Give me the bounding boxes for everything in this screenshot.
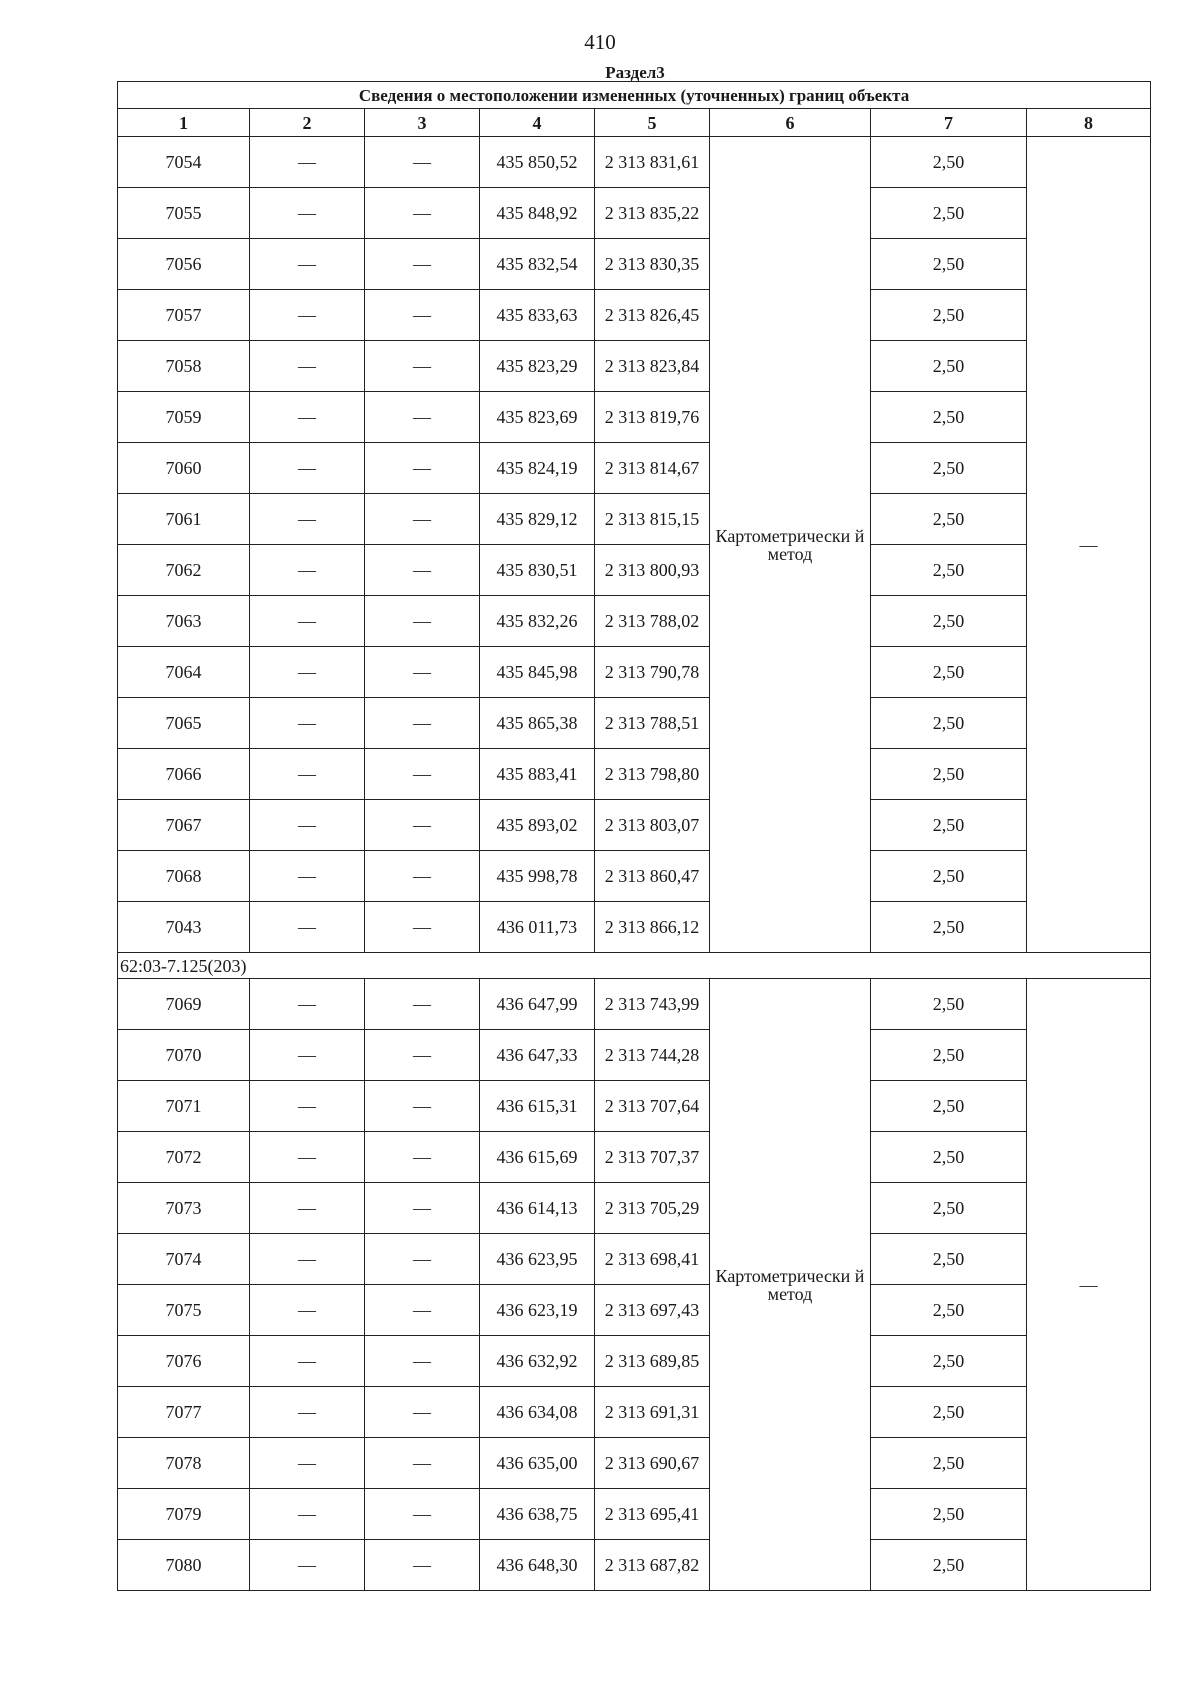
point-number: 7062 [118, 545, 250, 596]
x-coordinate: 436 623,95 [480, 1234, 595, 1285]
y-coordinate: 2 313 687,82 [595, 1540, 710, 1591]
section-title: Раздел3 [605, 63, 665, 82]
y-coordinate: 2 313 790,78 [595, 647, 710, 698]
y-coordinate: 2 313 689,85 [595, 1336, 710, 1387]
y-coordinate: 2 313 830,35 [595, 239, 710, 290]
point-number: 7079 [118, 1489, 250, 1540]
x-coordinate: 435 848,92 [480, 188, 595, 239]
point-number: 7066 [118, 749, 250, 800]
accuracy-value: 2,50 [871, 1387, 1027, 1438]
method-cell: Картометрически й метод [710, 137, 871, 953]
x-coordinate: 435 823,69 [480, 392, 595, 443]
caption-row [118, 82, 1151, 109]
column-2-value: — [250, 749, 365, 800]
y-coordinate: 2 313 707,37 [595, 1132, 710, 1183]
accuracy-value: 2,50 [871, 800, 1027, 851]
column-3-value: — [365, 800, 480, 851]
x-coordinate: 436 615,69 [480, 1132, 595, 1183]
table-row [118, 647, 1151, 698]
accuracy-value: 2,50 [871, 494, 1027, 545]
x-coordinate: 436 623,19 [480, 1285, 595, 1336]
y-coordinate: 2 313 690,67 [595, 1438, 710, 1489]
point-number: 7065 [118, 698, 250, 749]
table-row [118, 1234, 1151, 1285]
table-row [118, 749, 1151, 800]
point-number: 7074 [118, 1234, 250, 1285]
group-header-row [118, 953, 1151, 979]
table-row [118, 290, 1151, 341]
y-coordinate: 2 313 803,07 [595, 800, 710, 851]
column-2-value: — [250, 443, 365, 494]
column-3-value: — [365, 749, 480, 800]
column-3-value: — [365, 392, 480, 443]
method-cell: Картометрически й метод [710, 979, 871, 1591]
point-number: 7073 [118, 1183, 250, 1234]
table-row [118, 1540, 1151, 1591]
accuracy-value: 2,50 [871, 1489, 1027, 1540]
table-row [118, 698, 1151, 749]
column-header: 3 [365, 109, 480, 137]
table-row [118, 596, 1151, 647]
point-number: 7058 [118, 341, 250, 392]
x-coordinate: 435 830,51 [480, 545, 595, 596]
column-3-value: — [365, 902, 480, 953]
column-3-value: — [365, 494, 480, 545]
x-coordinate: 436 632,92 [480, 1336, 595, 1387]
accuracy-value: 2,50 [871, 1540, 1027, 1591]
column-2-value: — [250, 698, 365, 749]
y-coordinate: 2 313 695,41 [595, 1489, 710, 1540]
point-number: 7078 [118, 1438, 250, 1489]
column-2-value: — [250, 1183, 365, 1234]
table-body [118, 82, 1151, 1591]
column-3-value: — [365, 443, 480, 494]
column-3-value: — [365, 851, 480, 902]
point-number: 7060 [118, 443, 250, 494]
column-2-value: — [250, 1132, 365, 1183]
column-2-value: — [250, 188, 365, 239]
column-2-value: — [250, 494, 365, 545]
point-number: 7054 [118, 137, 250, 188]
y-coordinate: 2 313 819,76 [595, 392, 710, 443]
header-row [118, 109, 1151, 137]
column-header: 7 [871, 109, 1027, 137]
point-number: 7069 [118, 979, 250, 1030]
accuracy-value: 2,50 [871, 749, 1027, 800]
x-coordinate: 435 832,54 [480, 239, 595, 290]
accuracy-value: 2,50 [871, 1285, 1027, 1336]
y-coordinate: 2 313 866,12 [595, 902, 710, 953]
point-number: 7043 [118, 902, 250, 953]
column-2-value: — [250, 902, 365, 953]
table-row [118, 1132, 1151, 1183]
column-2-value: — [250, 239, 365, 290]
table-row [118, 979, 1151, 1030]
accuracy-value: 2,50 [871, 545, 1027, 596]
column-2-value: — [250, 1540, 365, 1591]
column-2-value: — [250, 1489, 365, 1540]
column-3-value: — [365, 137, 480, 188]
x-coordinate: 435 850,52 [480, 137, 595, 188]
x-coordinate: 436 614,13 [480, 1183, 595, 1234]
table-row [118, 545, 1151, 596]
x-coordinate: 436 648,30 [480, 1540, 595, 1591]
column-header: 8 [1027, 109, 1151, 137]
x-coordinate: 435 883,41 [480, 749, 595, 800]
accuracy-value: 2,50 [871, 137, 1027, 188]
accuracy-value: 2,50 [871, 698, 1027, 749]
x-coordinate: 435 832,26 [480, 596, 595, 647]
x-coordinate: 435 865,38 [480, 698, 595, 749]
table-row [118, 800, 1151, 851]
column-2-value: — [250, 1234, 365, 1285]
x-coordinate: 436 635,00 [480, 1438, 595, 1489]
point-number: 7071 [118, 1081, 250, 1132]
accuracy-value: 2,50 [871, 1183, 1027, 1234]
point-number: 7075 [118, 1285, 250, 1336]
x-coordinate: 435 998,78 [480, 851, 595, 902]
table-row [118, 239, 1151, 290]
column-2-value: — [250, 341, 365, 392]
boundary-table [117, 81, 1151, 1591]
column-2-value: — [250, 1438, 365, 1489]
column-2-value: — [250, 851, 365, 902]
accuracy-value: 2,50 [871, 1081, 1027, 1132]
point-number: 7067 [118, 800, 250, 851]
y-coordinate: 2 313 743,99 [595, 979, 710, 1030]
table-row [118, 137, 1151, 188]
table-row [118, 494, 1151, 545]
column-3-value: — [365, 1285, 480, 1336]
group-label: 62:03-7.125(203) [118, 953, 1151, 979]
x-coordinate: 436 615,31 [480, 1081, 595, 1132]
point-number: 7072 [118, 1132, 250, 1183]
point-number: 7068 [118, 851, 250, 902]
x-coordinate: 435 824,19 [480, 443, 595, 494]
accuracy-value: 2,50 [871, 392, 1027, 443]
y-coordinate: 2 313 800,93 [595, 545, 710, 596]
accuracy-value: 2,50 [871, 647, 1027, 698]
point-number: 7070 [118, 1030, 250, 1081]
column-header: 4 [480, 109, 595, 137]
column-2-value: — [250, 1387, 365, 1438]
accuracy-value: 2,50 [871, 1336, 1027, 1387]
column-3-value: — [365, 1132, 480, 1183]
column-2-value: — [250, 596, 365, 647]
y-coordinate: 2 313 698,41 [595, 1234, 710, 1285]
y-coordinate: 2 313 835,22 [595, 188, 710, 239]
x-coordinate: 436 647,99 [480, 979, 595, 1030]
column-header: 2 [250, 109, 365, 137]
column-3-value: — [365, 647, 480, 698]
point-number: 7077 [118, 1387, 250, 1438]
column-3-value: — [365, 1081, 480, 1132]
column-3-value: — [365, 1336, 480, 1387]
point-number: 7064 [118, 647, 250, 698]
column-2-value: — [250, 1081, 365, 1132]
column-3-value: — [365, 341, 480, 392]
column-3-value: — [365, 290, 480, 341]
y-coordinate: 2 313 705,29 [595, 1183, 710, 1234]
table-row [118, 1489, 1151, 1540]
table-caption: Сведения о местоположении измененных (уточненных) границ объекта [118, 82, 1151, 109]
x-coordinate: 436 638,75 [480, 1489, 595, 1540]
x-coordinate: 436 647,33 [480, 1030, 595, 1081]
column-3-value: — [365, 1438, 480, 1489]
y-coordinate: 2 313 826,45 [595, 290, 710, 341]
column-3-value: — [365, 545, 480, 596]
y-coordinate: 2 313 831,61 [595, 137, 710, 188]
table-row [118, 1336, 1151, 1387]
accuracy-value: 2,50 [871, 1030, 1027, 1081]
column-3-value: — [365, 1183, 480, 1234]
column-8-value: — [1027, 137, 1151, 953]
accuracy-value: 2,50 [871, 902, 1027, 953]
table-row [118, 1183, 1151, 1234]
accuracy-value: 2,50 [871, 341, 1027, 392]
column-3-value: — [365, 188, 480, 239]
accuracy-value: 2,50 [871, 979, 1027, 1030]
y-coordinate: 2 313 691,31 [595, 1387, 710, 1438]
column-2-value: — [250, 979, 365, 1030]
column-2-value: — [250, 1030, 365, 1081]
column-3-value: — [365, 1030, 480, 1081]
column-2-value: — [250, 1336, 365, 1387]
table-row [118, 851, 1151, 902]
column-8-value: — [1027, 979, 1151, 1591]
x-coordinate: 435 829,12 [480, 494, 595, 545]
x-coordinate: 435 833,63 [480, 290, 595, 341]
y-coordinate: 2 313 788,02 [595, 596, 710, 647]
accuracy-value: 2,50 [871, 1438, 1027, 1489]
column-2-value: — [250, 137, 365, 188]
column-2-value: — [250, 392, 365, 443]
y-coordinate: 2 313 744,28 [595, 1030, 710, 1081]
table-row [118, 1030, 1151, 1081]
accuracy-value: 2,50 [871, 1132, 1027, 1183]
y-coordinate: 2 313 815,15 [595, 494, 710, 545]
column-3-value: — [365, 596, 480, 647]
column-header: 5 [595, 109, 710, 137]
column-3-value: — [365, 1387, 480, 1438]
table-row [118, 1285, 1151, 1336]
column-3-value: — [365, 239, 480, 290]
point-number: 7056 [118, 239, 250, 290]
page-number: 410 [584, 30, 616, 54]
y-coordinate: 2 313 860,47 [595, 851, 710, 902]
column-header: 6 [710, 109, 871, 137]
x-coordinate: 435 845,98 [480, 647, 595, 698]
y-coordinate: 2 313 823,84 [595, 341, 710, 392]
accuracy-value: 2,50 [871, 290, 1027, 341]
point-number: 7057 [118, 290, 250, 341]
accuracy-value: 2,50 [871, 1234, 1027, 1285]
column-3-value: — [365, 1540, 480, 1591]
column-3-value: — [365, 1489, 480, 1540]
column-2-value: — [250, 1285, 365, 1336]
table-row [118, 341, 1151, 392]
table-row [118, 1081, 1151, 1132]
x-coordinate: 435 893,02 [480, 800, 595, 851]
y-coordinate: 2 313 814,67 [595, 443, 710, 494]
column-2-value: — [250, 545, 365, 596]
column-3-value: — [365, 979, 480, 1030]
table-row [118, 188, 1151, 239]
x-coordinate: 435 823,29 [480, 341, 595, 392]
point-number: 7076 [118, 1336, 250, 1387]
table-row [118, 1387, 1151, 1438]
point-number: 7080 [118, 1540, 250, 1591]
point-number: 7063 [118, 596, 250, 647]
column-header: 1 [118, 109, 250, 137]
column-2-value: — [250, 647, 365, 698]
accuracy-value: 2,50 [871, 188, 1027, 239]
x-coordinate: 436 011,73 [480, 902, 595, 953]
column-3-value: — [365, 1234, 480, 1285]
point-number: 7055 [118, 188, 250, 239]
accuracy-value: 2,50 [871, 851, 1027, 902]
point-number: 7059 [118, 392, 250, 443]
table-row [118, 443, 1151, 494]
column-3-value: — [365, 698, 480, 749]
accuracy-value: 2,50 [871, 596, 1027, 647]
y-coordinate: 2 313 798,80 [595, 749, 710, 800]
column-2-value: — [250, 800, 365, 851]
accuracy-value: 2,50 [871, 443, 1027, 494]
x-coordinate: 436 634,08 [480, 1387, 595, 1438]
y-coordinate: 2 313 788,51 [595, 698, 710, 749]
table-row [118, 1438, 1151, 1489]
table-row [118, 902, 1151, 953]
column-2-value: — [250, 290, 365, 341]
y-coordinate: 2 313 697,43 [595, 1285, 710, 1336]
table-row [118, 392, 1151, 443]
point-number: 7061 [118, 494, 250, 545]
accuracy-value: 2,50 [871, 239, 1027, 290]
y-coordinate: 2 313 707,64 [595, 1081, 710, 1132]
